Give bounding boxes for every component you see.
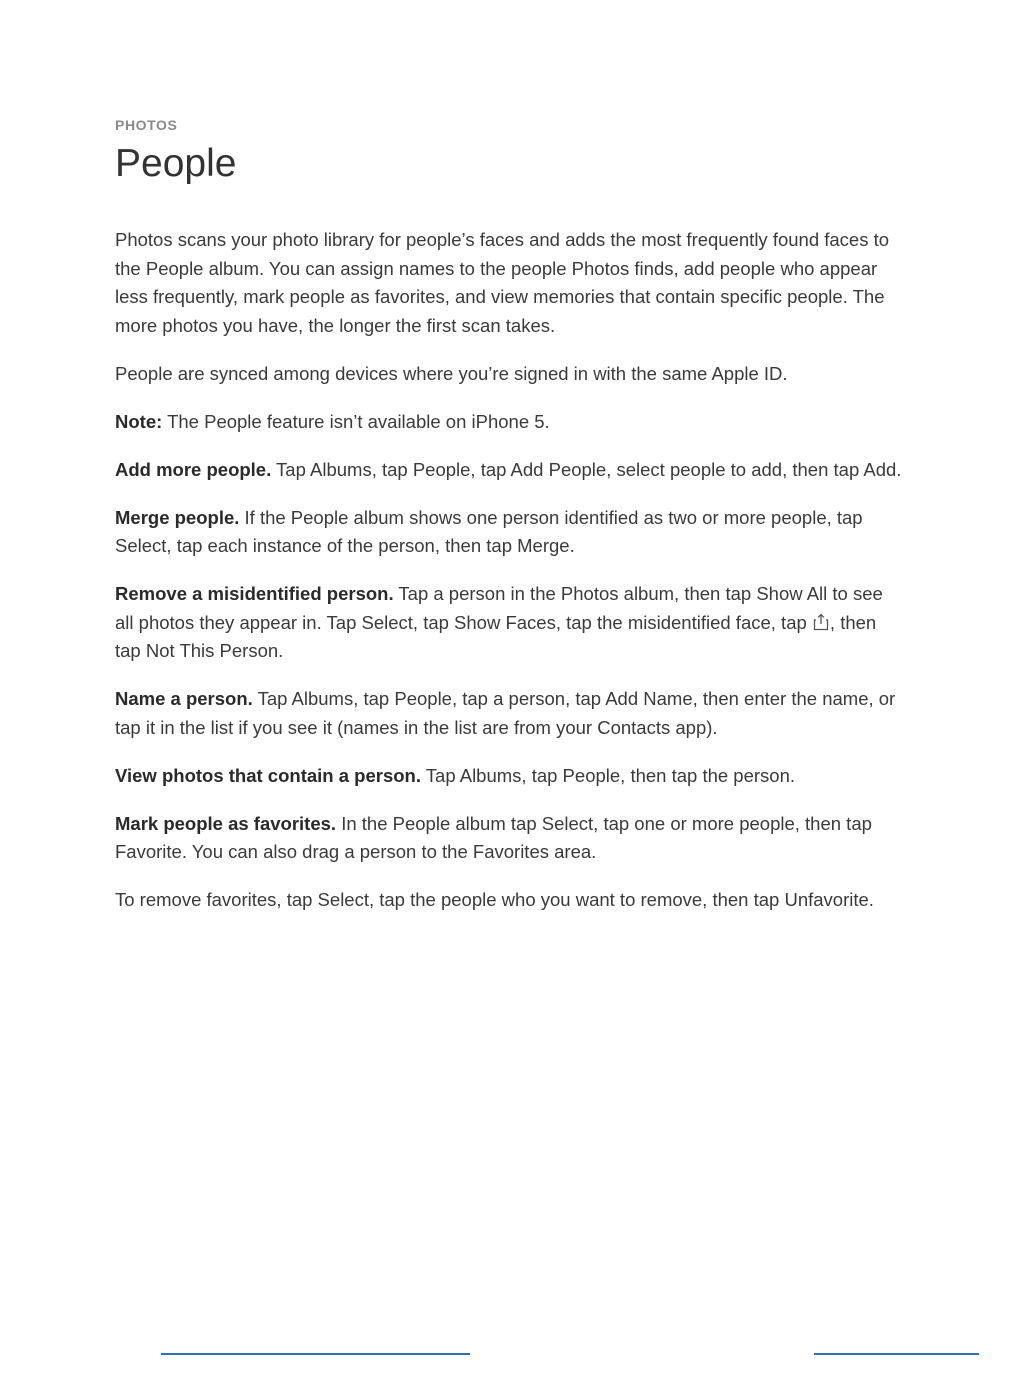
share-icon [813,613,829,631]
paragraph-text: Tap Albums, tap People, then tap the person. [420,764,796,786]
paragraph-lead: Remove a misidentified person. [115,583,394,604]
paragraph-text: If the People album shows one person identified as two or more people, tap Select, tap each instance of the person, then tap Merge. [115,506,863,556]
paragraph-lead: Add more people. [115,458,272,480]
paragraph-intro [115,226,905,340]
footer-link-rule-left[interactable] [161,1353,470,1355]
paragraph-text: The People feature isn’t available on iPhone 5. [162,410,550,432]
paragraph-remove-favorites [115,886,905,915]
paragraph-text: , then tap Not This Person. [115,611,877,661]
paragraph-text: Photos scans your photo library for people’s faces and adds the most frequently found faces to the People album. You can assign names to the people Photos finds, add people who appear less frequently, mark people as favorites, and view memories that contain specific people. The more photos you have, the longer the first scan takes. [115,229,890,336]
paragraph-text: In the People album tap Select, tap one or more people, then tap Favorite. You can also drag a person to the Favorites area. [115,812,872,862]
paragraph-lead: View photos that contain a person. [115,764,421,786]
paragraph-text: To remove favorites, tap Select, tap the people who you want to remove, then tap Unfavorite. [115,889,874,910]
paragraph-add-more-people [115,456,905,485]
paragraph-text: Tap Albums, tap People, tap Add People, select people to add, then tap Add. [271,458,902,480]
paragraph-view-photos [115,762,905,791]
paragraph-lead: Merge people. [115,506,240,528]
paragraph-sync [115,360,905,389]
paragraph-name-person [115,685,905,742]
paragraph-text: People are synced among devices where you’re signed in with the same Apple ID. [115,362,788,384]
paragraph-merge-people [115,504,905,561]
page-title: People [115,142,237,185]
paragraph-remove-misidentified [115,580,905,666]
paragraph-lead: Mark people as favorites. [115,812,337,834]
paragraph-lead: Note: [115,410,163,432]
paragraph-lead: Name a person. [115,688,253,709]
section-label: PHOTOS [115,117,178,133]
paragraph-note [115,408,905,437]
paragraph-mark-favorites [115,810,905,867]
paragraph-text: Tap a person in the Photos album, then tap Show All to see all photos they appear in. Tap Select, tap Show Faces, tap the misidentified face, tap [115,583,883,633]
footer-link-rule-right[interactable] [814,1353,979,1355]
paragraph-text: Tap Albums, tap People, tap a person, tap Add Name, then enter the name, or tap it in the list if you see it (names in the list are from your Contacts app). [115,688,896,738]
article-body [115,226,905,934]
